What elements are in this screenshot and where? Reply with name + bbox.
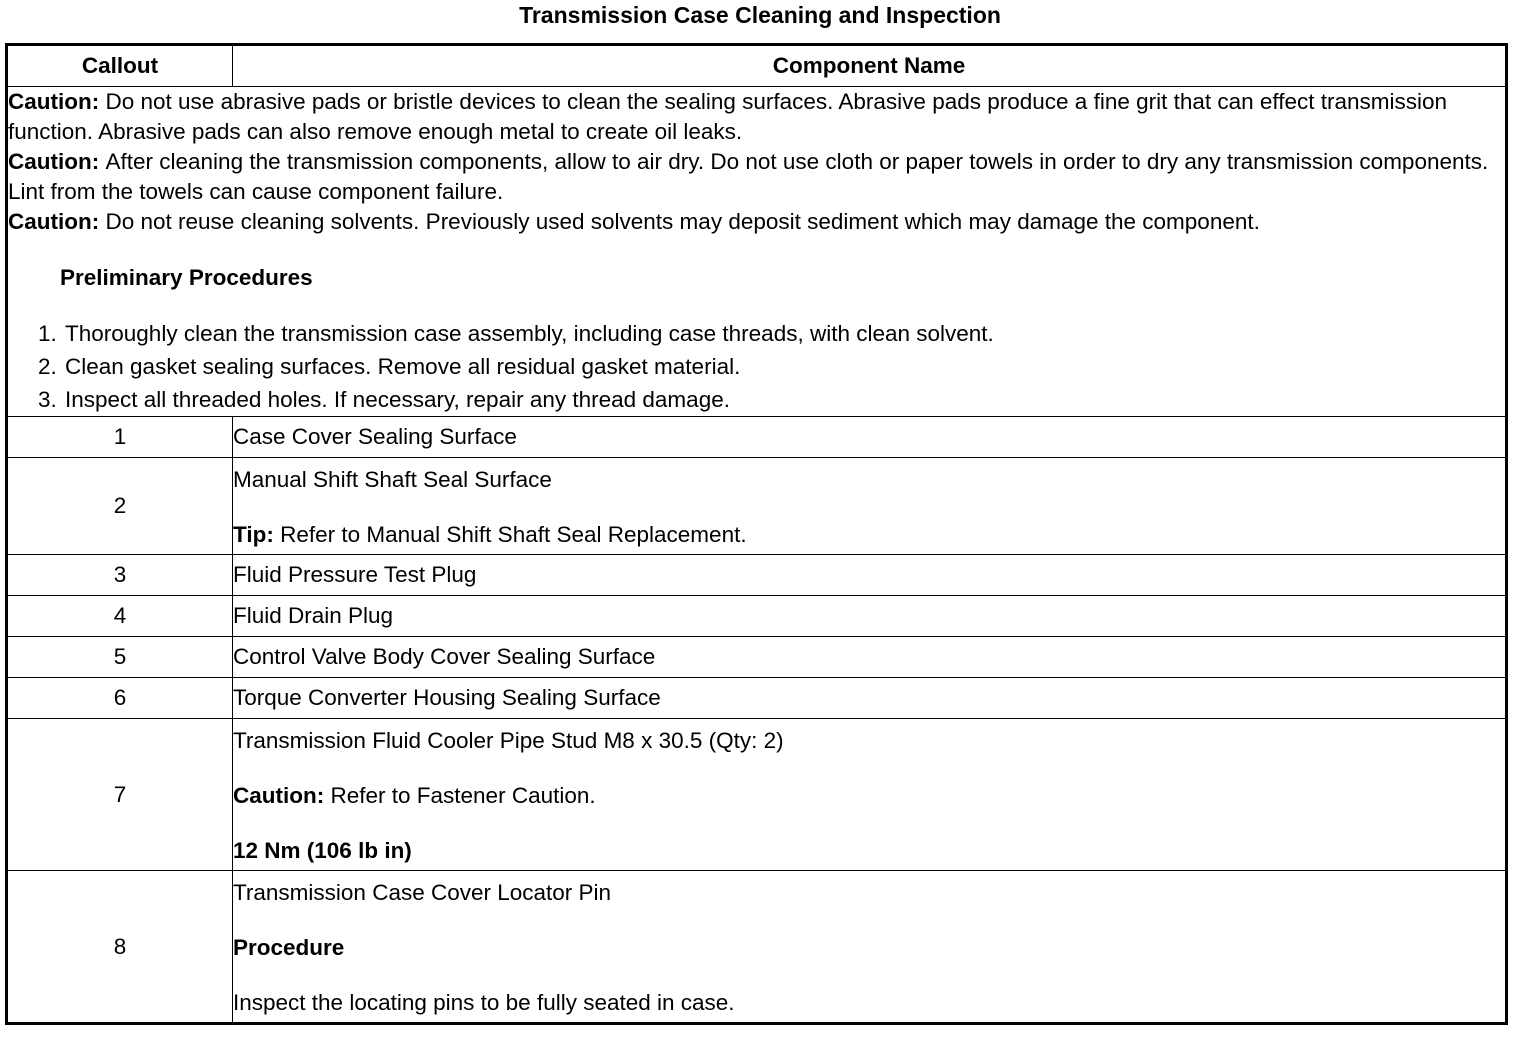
callout-cell: 1 [7,417,233,458]
table-row [7,596,1507,637]
component-name: Manual Shift Shaft Seal Surface [233,467,552,492]
callout-cell: 3 [7,555,233,596]
caution-note: Caution: After cleaning the transmission components, allow to air dry. Do not use cloth or paper towels in order to dry any transmission components. Lint from the towels can cause component failure. [8,149,1489,204]
component-name-header: Component Name [233,45,1507,87]
component-name-cell: Control Valve Body Cover Sealing Surface [233,637,1507,678]
callout-cell: 5 [7,637,233,678]
callout-cell: 8 [7,871,233,1024]
tip-text: Refer to Manual Shift Shaft Seal Replacement. [273,522,747,547]
tip-note [233,520,1505,550]
callout-cell: 6 [7,678,233,719]
table-row [7,719,1507,871]
component-name-cell [233,458,1507,555]
table-row [7,417,1507,458]
component-name-cell: Case Cover Sealing Surface [233,417,1507,458]
callout-cell: 2 [7,458,233,555]
component-name: Transmission Case Cover Locator Pin [233,880,612,905]
list-item: 2. Clean gasket sealing surfaces. Remove all residual gasket material. [63,350,1505,383]
component-table [5,43,1508,1025]
caution-note [233,781,1505,811]
header-row [7,45,1507,87]
caution-text: Refer to Fastener Caution. [324,783,596,808]
table-row [7,637,1507,678]
page-title: Transmission Case Cleaning and Inspection [519,2,1001,28]
caution-note: Caution: Do not reuse cleaning solvents. Previously used solvents may deposit sediment which may damage the component. [8,209,1260,234]
preliminary-steps [8,317,1505,416]
torque-spec: 12 Nm (106 lb in) [233,838,412,863]
caution-label: Caution [8,209,92,234]
callout-cell: 7 [7,719,233,871]
caution-text: Do not reuse cleaning solvents. Previously used solvents may deposit sediment which may damage the component. [105,209,1260,234]
caution-label: Caution: [233,783,325,808]
table-row [7,678,1507,719]
table-row [7,458,1507,555]
callout-cell: 4 [7,596,233,637]
component-name-cell: Fluid Pressure Test Plug [233,555,1507,596]
caution-label: Caution [8,89,92,114]
list-item: 1. Thoroughly clean the transmission case assembly, including case threads, with clean solvent. [63,317,1505,350]
caution-label: Caution [8,149,92,174]
procedure-title: Procedure [233,935,345,960]
callout-header: Callout [7,45,233,87]
caution-text: After cleaning the transmission components, allow to air dry. Do not use cloth or paper towels in order to dry any transmission components. Lint from the towels can cause component failure. [8,149,1489,204]
notes-cell [7,87,1507,417]
component-name-cell [233,719,1507,871]
caution-text: Do not use abrasive pads or bristle devices to clean the sealing surfaces. Abrasive pads produce a fine grit that can effect transmission function. Abrasive pads can also remove enough metal to create oil leaks. [8,89,1448,144]
notes-row [7,87,1507,417]
tip-label: Tip: [233,522,274,547]
caution-note: Caution: Do not use abrasive pads or bristle devices to clean the sealing surfaces. Abrasive pads produce a fine grit that can effect transmission function. Abrasive pads can also remove enough metal to create oil leaks. [8,89,1448,144]
component-name-cell: Torque Converter Housing Sealing Surface [233,678,1507,719]
component-name-cell: Fluid Drain Plug [233,596,1507,637]
table-row [7,555,1507,596]
component-name: Transmission Fluid Cooler Pipe Stud M8 x 30.5 (Qty: 2) [233,728,784,753]
preliminary-procedures-title: Preliminary Procedures [60,265,313,290]
procedure-text: Inspect the locating pins to be fully seated in case. [233,990,735,1015]
component-name-cell [233,871,1507,1024]
table-row [7,871,1507,1024]
list-item: 3. Inspect all threaded holes. If necessary, repair any thread damage. [63,383,1505,416]
